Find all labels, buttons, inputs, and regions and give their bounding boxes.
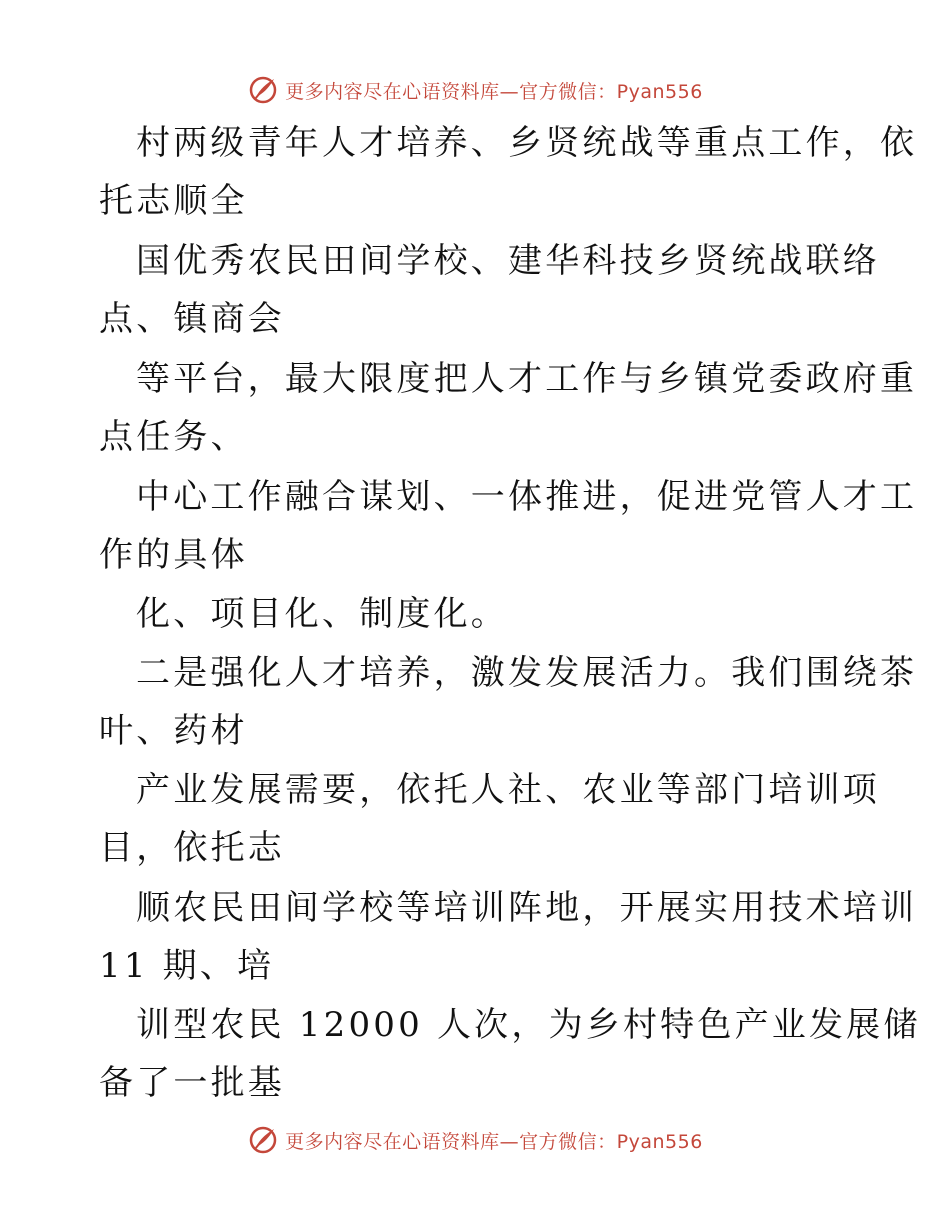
text-line: 作的具体 [99, 535, 248, 575]
header-watermark [0, 70, 950, 110]
text-line: 顺农民田间学校等培训阵地，开展实用技术培训 [136, 888, 918, 928]
footer-watermark-text: 更多内容尽在心语资料库—官方微信：Pyan556 [285, 1130, 703, 1153]
text-line: 备了一批基 [99, 1063, 285, 1103]
text-line: 等平台，最大限度把人才工作与乡镇党委政府重 [136, 359, 918, 399]
text-line: 训型农民 12000 人次，为乡村特色产业发展储 [136, 1005, 921, 1045]
text-line: 二是强化人才培养，激发发展活力。我们围绕茶 [136, 653, 918, 693]
text-line: 化、项目化、制度化。 [136, 594, 508, 634]
text-line: 点任务、 [99, 417, 248, 457]
feather-pen-logo-icon [247, 1124, 279, 1156]
text-line: 11 期、培 [99, 946, 275, 986]
text-line: 中心工作融合谋划、一体推进，促进党管人才工 [136, 477, 918, 517]
text-line: 目，依托志 [99, 828, 285, 868]
footer-watermark [0, 1120, 950, 1160]
feather-pen-logo-icon [247, 74, 279, 106]
text-line: 托志顺全 [99, 181, 248, 221]
text-line: 产业发展需要，依托人社、农业等部门培训项 [136, 770, 880, 810]
header-watermark-text: 更多内容尽在心语资料库—官方微信：Pyan556 [285, 80, 703, 103]
text-line: 国优秀农民田间学校、建华科技乡贤统战联络 [136, 241, 880, 281]
text-line: 村两级青年人才培养、乡贤统战等重点工作，依 [136, 123, 918, 163]
text-line: 点、镇商会 [99, 299, 285, 339]
text-line: 叶、药材 [99, 711, 248, 751]
